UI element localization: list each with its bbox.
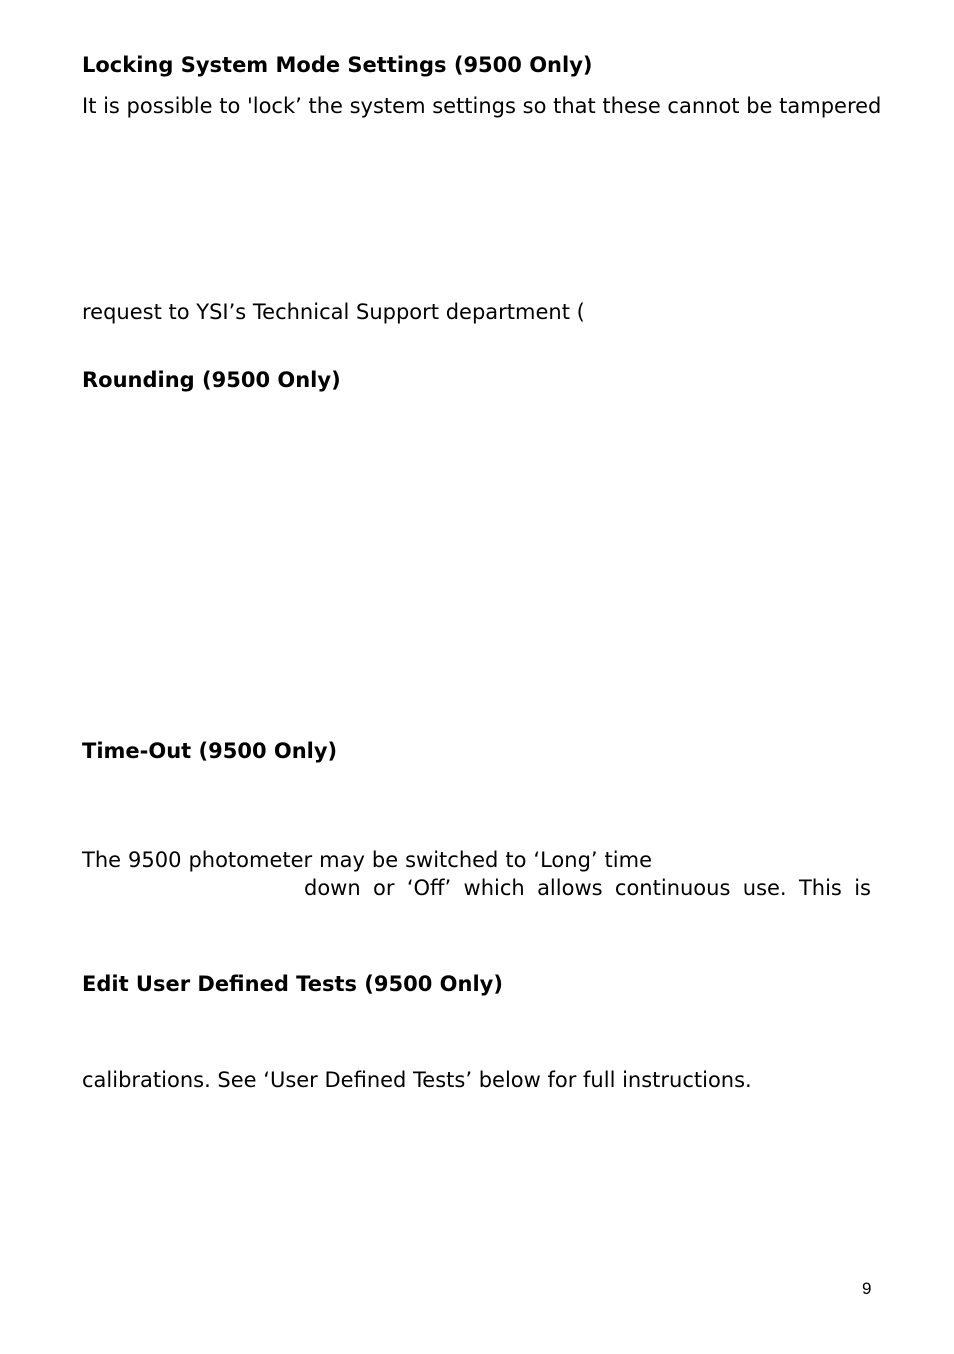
page-number: 9 [862,1279,872,1298]
section-heading-rounding: Rounding (9500 Only) [82,368,341,392]
section-heading-locking: Locking System Mode Settings (9500 Only) [82,53,593,77]
locking-paragraph-line-2: request to YSI’s Technical Support department ( [82,300,585,324]
section-heading-edit-tests: Edit User Defined Tests (9500 Only) [82,972,503,996]
timeout-paragraph-line-1: The 9500 photometer may be switched to ‘Long’ time [82,848,652,872]
edit-tests-paragraph-line: calibrations. See ‘User Defined Tests’ below for full instructions. [82,1068,752,1092]
locking-paragraph-line-1: It is possible to 'lock’ the system settings so that these cannot be tampered [82,94,882,118]
section-heading-timeout: Time-Out (9500 Only) [82,739,338,763]
timeout-paragraph-line-2: down or ‘Off’ which allows continuous use. This is [304,876,871,900]
